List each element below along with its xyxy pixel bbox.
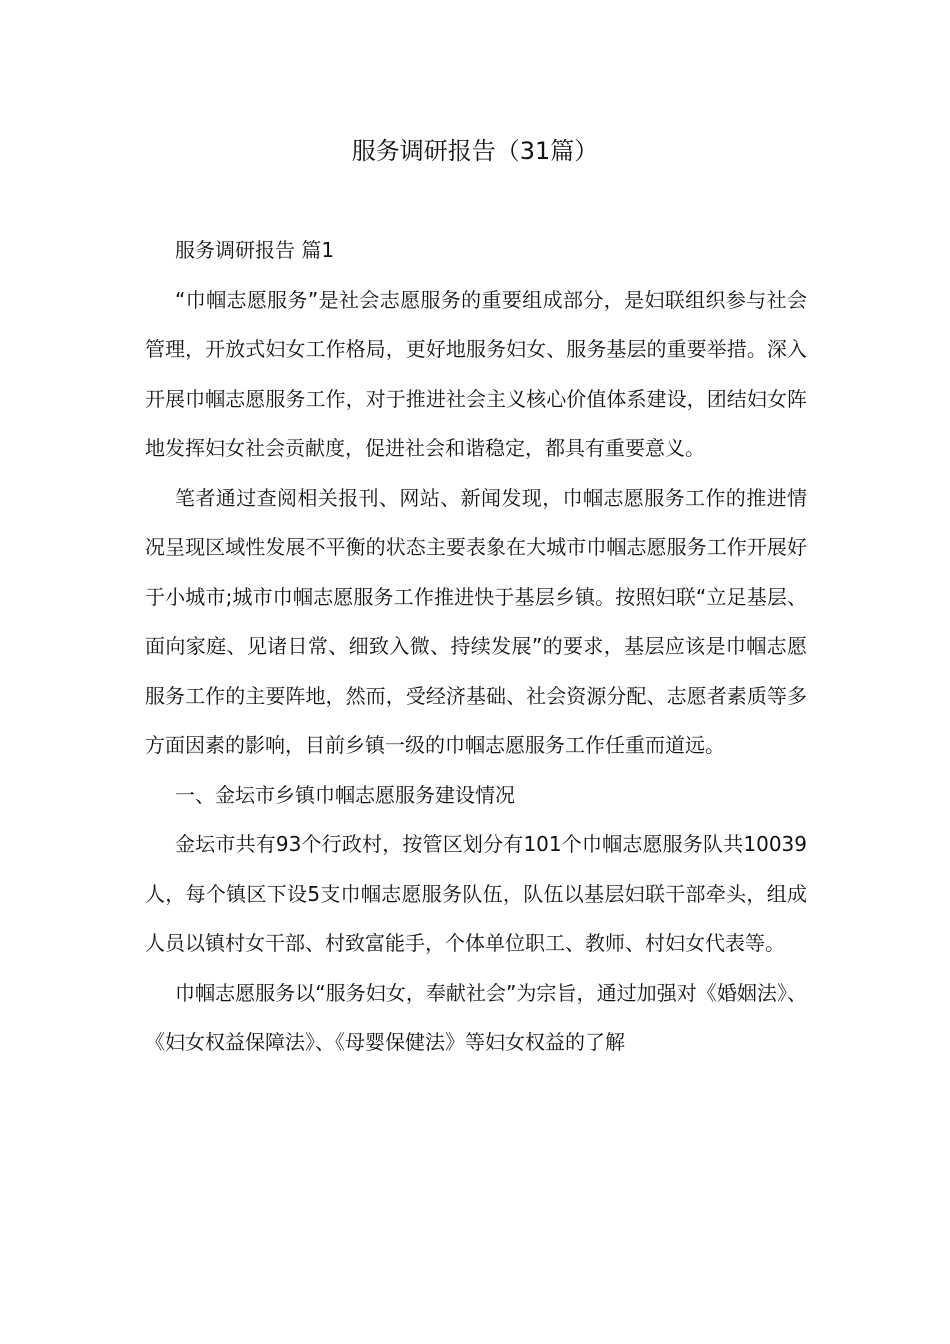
paragraph: 笔者通过查阅相关报刊、网站、新闻发现，巾帼志愿服务工作的推进情况呈现区域性发展不平衡的状态主要表象在大城市巾帼志愿服务工作开展好于小城市;城市巾帼志愿服务工作推进快于基层乡镇。按照妇联“立足基层、面向家庭、见诸日常、细致入微、持续发展”的要求，基层应该是巾帼志愿服务工作的主要阵地，然而，受经济基础、社会资源分配、志愿者素质等多方面因素的影响，目前乡镇一级的巾帼志愿服务工作任重而道远。 xyxy=(145,485,807,757)
paragraph: 金坛市共有93个行政村，按管区划分有101个巾帼志愿服务队共10039人，每个镇区下设5支巾帼志愿服务队伍，队伍以基层妇联干部牵头，组成人员以镇村女干部、村致富能手，个体单位职工、教师、村妇女代表等。 xyxy=(145,832,807,955)
paragraph: “巾帼志愿服务”是社会志愿服务的重要组成部分，是妇联组织参与社会管理，开放式妇女工作格局，更好地服务妇女、服务基层的重要举措。深入开展巾帼志愿服务工作，对于推进社会主义核心价值体系建设，团结妇女阵地发挥妇女社会贡献度，促进社会和谐稳定，都具有重要意义。 xyxy=(145,287,807,460)
paragraph: 巾帼志愿服务以“服务妇女，奉献社会”为宗旨，通过加强对《婚姻法》、《妇女权益保障法》、《母婴保健法》等妇女权益的了解 xyxy=(145,980,807,1054)
document-title: 服务调研报告（31篇） xyxy=(351,137,599,165)
subsection-heading: 一、金坛市乡镇巾帼志愿服务建设情况 xyxy=(175,782,515,807)
document-body xyxy=(145,226,807,1068)
section-heading: 服务调研报告 篇1 xyxy=(175,238,335,262)
